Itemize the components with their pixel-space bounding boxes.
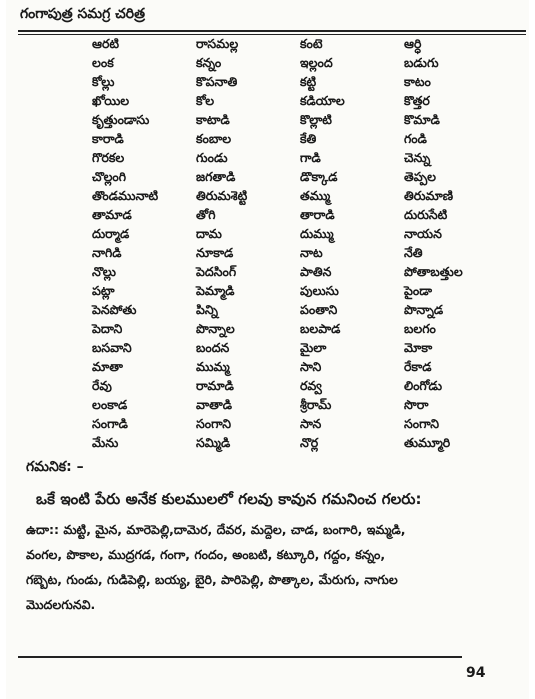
surname-cell: నాయన bbox=[404, 226, 442, 241]
surname-cell: రేకాడ bbox=[404, 359, 432, 374]
surname-cell: సంగాడి bbox=[92, 416, 128, 431]
surname-cell: గండి bbox=[404, 131, 427, 146]
surname-cell: చొల్లంగి bbox=[92, 169, 127, 184]
surname-cell: తుమ్మూరి bbox=[404, 435, 451, 450]
surname-cell: గాడి bbox=[300, 150, 321, 165]
surname-cell: సాని bbox=[300, 359, 322, 374]
surname-cell: పోతాబత్తుల bbox=[404, 264, 463, 279]
surname-cell: డొక్కాడ bbox=[300, 169, 338, 184]
note-line: ఉదా:: మట్టి, మైన, మారెపెల్లి,దామెర, దేవర, మద్దెల, చాడ, బంగారి, ఇమ్మడి, bbox=[26, 522, 406, 537]
note-line: మొదలగునవి. bbox=[26, 597, 96, 612]
surname-cell: జగతాడి bbox=[196, 169, 236, 184]
surname-cell: బడుగు bbox=[404, 55, 439, 70]
surname-cell: దుమ్ము bbox=[300, 226, 334, 241]
table-row bbox=[92, 93, 514, 112]
note-body bbox=[26, 517, 522, 617]
surname-cell: నూకాడ bbox=[196, 245, 234, 260]
surname-cell: నాట bbox=[300, 245, 323, 260]
surname-cell: రవ్వ bbox=[300, 378, 322, 393]
surname-cell: దుర్మాడ bbox=[92, 226, 130, 241]
surname-cell: రాసమల్ల bbox=[196, 36, 239, 51]
surname-cell: కాటాడి bbox=[196, 112, 230, 127]
surname-cell: పొన్నాల bbox=[196, 321, 235, 336]
surname-cell: కేతి bbox=[300, 131, 317, 146]
surname-cell: సంగాని bbox=[196, 416, 232, 431]
surname-cell: దురుసేటి bbox=[404, 207, 448, 222]
surname-cell: బసవాని bbox=[92, 340, 132, 355]
table-row bbox=[92, 283, 514, 302]
surname-cell: పెదాని bbox=[92, 321, 123, 336]
surname-cell: తెప్పల bbox=[404, 169, 437, 184]
surname-cell: లంక bbox=[92, 55, 114, 70]
surname-cell: తమ్ము bbox=[300, 188, 331, 203]
surname-cell: తారాడి bbox=[300, 207, 335, 222]
surname-cell: పెదసింగ్ bbox=[196, 264, 237, 279]
surname-cell: రేవు bbox=[92, 378, 112, 393]
table-row bbox=[92, 359, 514, 378]
surname-cell: గుండు bbox=[196, 150, 228, 165]
surname-cell: పెనపోతు bbox=[92, 302, 137, 317]
header-rule bbox=[18, 30, 526, 35]
surname-cell: నొల్లు bbox=[92, 264, 116, 279]
surname-cell: ఆరటి bbox=[92, 36, 120, 51]
surname-cell: కడియాల bbox=[300, 93, 345, 108]
surname-cell: కోల్లు bbox=[92, 74, 115, 89]
table-row bbox=[92, 112, 514, 131]
surname-cell: పంతాని bbox=[300, 302, 338, 317]
surname-cell: కొత్తర bbox=[404, 93, 430, 108]
table-row bbox=[92, 207, 514, 226]
surname-cell: లంకాడ bbox=[92, 397, 128, 412]
surname-cell: ఖోయిల bbox=[92, 93, 130, 108]
surname-cell: సమ్మిడి bbox=[196, 435, 231, 450]
surname-cell: నాగిడి bbox=[92, 245, 122, 260]
surname-cell: తిరుమశెట్టి bbox=[196, 188, 248, 203]
surname-cell: కన్నం bbox=[196, 55, 222, 70]
surname-cell: కాటం bbox=[404, 74, 431, 89]
surname-cell: తొండమునాటి bbox=[92, 188, 159, 203]
surname-cell: సొరా bbox=[404, 397, 429, 412]
surname-cell: కంటె bbox=[300, 36, 323, 51]
note-line: గబ్బెట, గుండు, గుడిపెల్లి, బయ్య, బైరి, పారిపెల్లి, పొత్కాల, మేరుగు, నాగుల bbox=[26, 572, 398, 587]
note-line: వంగల, పొకాల, ముద్రగడ, గంగా, గందం, అంబటి, కట్కూరి, గద్దం, కన్నం, bbox=[26, 547, 386, 562]
surname-cell: వాతాడి bbox=[196, 397, 233, 412]
surname-cell: కృత్తుండాసు bbox=[92, 112, 150, 127]
note-heading: ఒకే ఇంటి పేరు అనేక కులములలో గలవు కావున గమనించ గలరు: bbox=[36, 490, 422, 508]
surname-cell: తిరుమాణి bbox=[404, 188, 454, 203]
surname-cell: కట్టి bbox=[300, 74, 317, 89]
surname-cell: రామాడి bbox=[196, 378, 234, 393]
surname-cell: మోకా bbox=[404, 340, 433, 355]
surname-cell: కొమాడి bbox=[404, 112, 440, 127]
table-row bbox=[92, 226, 514, 245]
table-row bbox=[92, 378, 514, 397]
table-row bbox=[92, 74, 514, 93]
surname-cell: శ్రీరామ్ bbox=[300, 397, 332, 412]
surname-table bbox=[92, 36, 514, 454]
surname-cell: కొపనాతి bbox=[196, 74, 238, 89]
surname-cell: పొన్నాడ bbox=[404, 302, 444, 317]
table-row bbox=[92, 55, 514, 74]
surname-cell: పైండా bbox=[404, 283, 432, 298]
surname-table-body bbox=[92, 36, 514, 454]
table-row bbox=[92, 340, 514, 359]
footer-rule bbox=[18, 656, 462, 658]
table-row bbox=[92, 245, 514, 264]
table-row bbox=[92, 169, 514, 188]
surname-cell: ఇల్లంద bbox=[300, 55, 333, 70]
surname-cell: కంబాల bbox=[196, 131, 232, 146]
table-row bbox=[92, 435, 514, 454]
page-number: 94 bbox=[466, 665, 486, 681]
surname-cell: నొర్ల bbox=[300, 435, 319, 450]
note-label: గమనిక: – bbox=[26, 459, 84, 475]
table-row bbox=[92, 188, 514, 207]
surname-cell: లింగోడు bbox=[404, 378, 443, 393]
surname-cell: బలపాడ bbox=[300, 321, 341, 336]
page-header-title: గంగాపుత్ర సమగ్ర చరిత్ర bbox=[20, 6, 145, 22]
surname-cell: సంగాని bbox=[404, 416, 440, 431]
table-row bbox=[92, 302, 514, 321]
table-row bbox=[92, 321, 514, 340]
surname-cell: కోల bbox=[196, 93, 215, 108]
table-row bbox=[92, 131, 514, 150]
surname-cell: మాతా bbox=[92, 359, 123, 374]
surname-cell: పాతిన bbox=[300, 264, 332, 279]
surname-cell: నేతి bbox=[404, 245, 423, 260]
surname-cell: పిన్ని bbox=[196, 302, 218, 317]
surname-cell: మైలా bbox=[300, 340, 327, 355]
surname-cell: చెన్ను bbox=[404, 150, 431, 165]
table-row bbox=[92, 397, 514, 416]
surname-cell: పెమ్మాడి bbox=[196, 283, 235, 298]
surname-cell: ఆర్ధి bbox=[404, 36, 422, 51]
surname-cell: కారాడి bbox=[92, 131, 124, 146]
table-row bbox=[92, 264, 514, 283]
table-row bbox=[92, 36, 514, 55]
surname-cell: సాన bbox=[300, 416, 322, 431]
table-row bbox=[92, 150, 514, 169]
surname-cell: బందన bbox=[196, 340, 230, 355]
surname-cell: ముమ్మ bbox=[196, 359, 230, 374]
surname-cell: మేను bbox=[92, 435, 119, 450]
surname-cell: పట్లా bbox=[92, 283, 115, 298]
surname-cell: గొరకల bbox=[92, 150, 125, 165]
surname-cell: బలగం bbox=[404, 321, 436, 336]
document-page bbox=[6, 0, 529, 699]
surname-cell: తోగి bbox=[196, 207, 216, 222]
surname-cell: దామ bbox=[196, 226, 222, 241]
surname-cell: తామాడ bbox=[92, 207, 132, 222]
surname-cell: కొల్లాటి bbox=[300, 112, 332, 127]
table-row bbox=[92, 416, 514, 435]
surname-cell: పులుసు bbox=[300, 283, 339, 298]
